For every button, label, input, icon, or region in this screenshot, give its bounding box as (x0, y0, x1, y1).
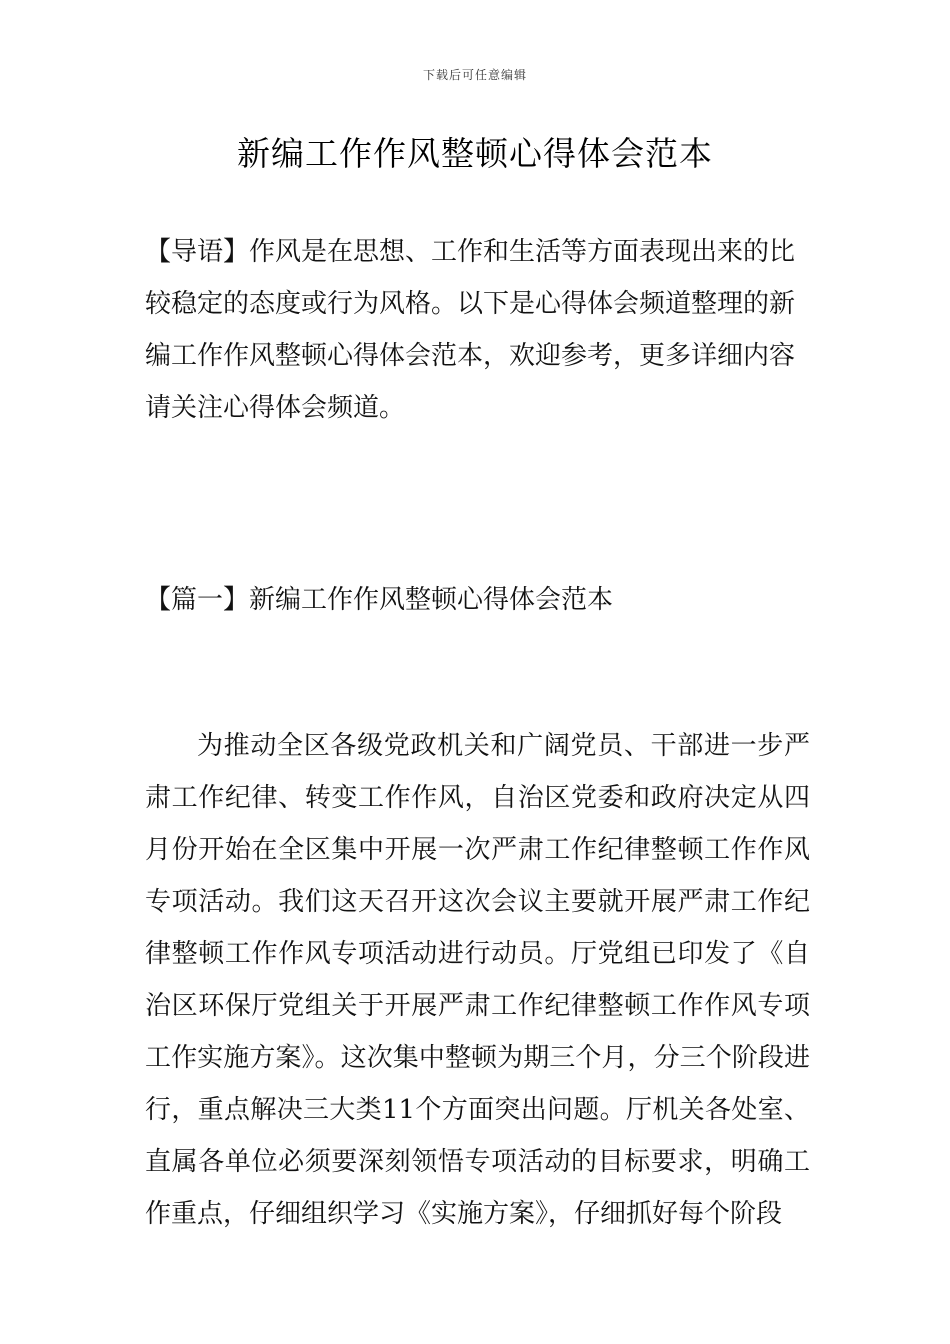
body-paragraph: 为推动全区各级党政机关和广阔党员、干部进一步严肃工作纪律、转变工作作风，自治区党委和政府决定从四月份开始在全区集中开展一次严肃工作纪律整顿工作作风专项活动。我们这天召开这次会议主要就开展严肃工作纪律整顿工作作风专项活动进行动员。厅党组已印发了《自治区环保厅党组关于开展严肃工作纪律整顿工作作风专项工作实施方案》。这次集中整顿为期三个月，分三个阶段进行，重点解决三大类11个方面突出问题。厅机关各处室、直属各单位必须要深刻领悟专项活动的目标要求，明确工作重点，仔细组织学习《实施方案》，仔细抓好每个阶段 (145, 731, 810, 1229)
document-title: 新编工作作风整顿心得体会范本 (237, 134, 713, 173)
header-note: 下载后可任意编辑 (422, 68, 527, 82)
section-heading: 【篇一】新编工作作风整顿心得体会范本 (145, 585, 614, 615)
intro-paragraph: 【导语】作风是在思想、工作和生活等方面表现出来的比较稳定的态度或行为风格。以下是心得体会频道整理的新编工作作风整顿心得体会范本，欢迎参考，更多详细内容请关注心得体会频道。 (145, 237, 796, 423)
